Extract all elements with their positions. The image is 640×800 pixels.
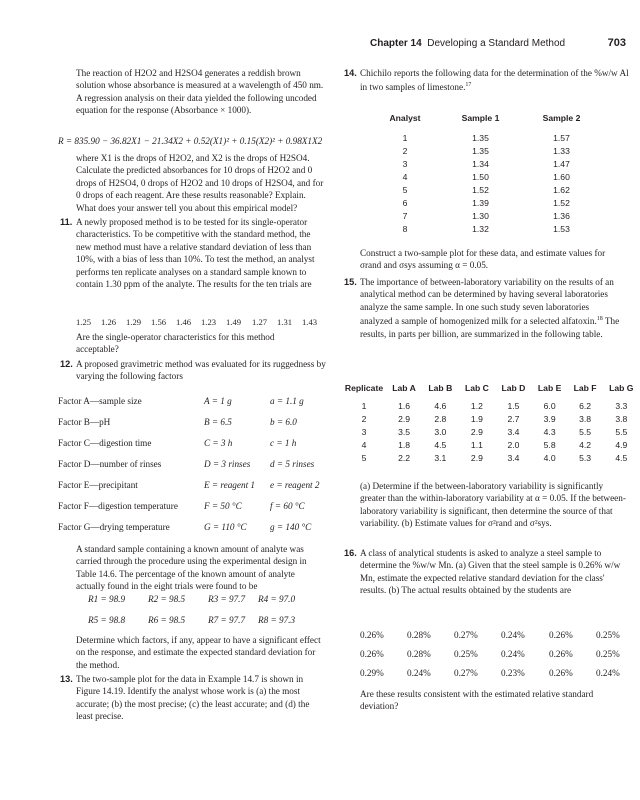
alfatoxin-table — [342, 380, 640, 465]
cell: 2.7 — [507, 414, 520, 425]
value: 1.25 — [76, 317, 92, 327]
cell: 5.5 — [615, 427, 628, 438]
cell: 3.9 — [543, 414, 556, 425]
factor-name: Factor D—number of rinses — [58, 459, 162, 469]
problem-11 — [60, 216, 326, 290]
column-header: Lab E — [537, 382, 562, 393]
column-header: Analyst — [389, 112, 421, 123]
problem-14 — [344, 67, 630, 94]
problem-13-text: The two-sample plot for the data in Example 14.7 is shown in Figure 14.19. Identify the analyst whose work is (a) the most accurate; (b) the most precise; (c) the least accurate; and (d) the least precise. — [76, 674, 310, 722]
table-header-row — [370, 110, 602, 126]
factor-name: Factor A—sample size — [58, 396, 142, 406]
factor-row — [58, 500, 328, 512]
cell: 4.9 — [615, 440, 628, 451]
result-value: 0.25% — [454, 649, 478, 659]
cell: 4.6 — [434, 401, 447, 412]
response-value: R2 = 98.5 — [148, 594, 186, 604]
result-value: 0.24% — [596, 668, 620, 678]
problem-14-body: Chichilo reports the following data for the determination of the %w/w Al in two samples of limestone. — [360, 68, 629, 93]
factor-low: a = 1.1 g — [270, 396, 304, 406]
value: 1.56 — [151, 317, 167, 327]
problem-12-text: A proposed gravimetric method was evaluated for its ruggedness by varying the following factors — [76, 359, 326, 382]
table-row — [370, 158, 602, 171]
cell: 3.4 — [507, 453, 520, 464]
column-header: Lab F — [573, 382, 597, 393]
cell: 2 — [402, 146, 408, 157]
result-value: 0.26% — [360, 630, 384, 640]
result-value: 0.25% — [596, 649, 620, 659]
column-header: Lab C — [464, 382, 489, 393]
cell: 1.53 — [553, 224, 570, 235]
result-value: 0.23% — [501, 668, 525, 678]
column-header: Lab A — [392, 382, 416, 393]
problem-14-question: Construct a two-sample plot for these data, and estimate values for σrand and σsys assuming α = 0.05. — [360, 248, 606, 271]
cell: 1.60 — [553, 172, 570, 183]
problem-12-design: A standard sample containing a known amount of analyte was carried through the procedure using the experimental design in Table 14.6. The percentage of the known amount of analyte actually found in the eight trials were found to be — [76, 544, 307, 592]
cell: 2.9 — [470, 427, 483, 438]
table-row — [370, 171, 602, 184]
cell: 6.2 — [579, 401, 592, 412]
problem-15-number: 15. — [344, 277, 357, 287]
column-header: Lab D — [501, 382, 526, 393]
factor-high: A = 1 g — [204, 396, 232, 406]
cell: 4 — [402, 172, 408, 183]
problem-13 — [60, 673, 326, 723]
response-value: R7 = 97.7 — [208, 615, 246, 625]
problem-14-number: 14. — [344, 68, 357, 78]
problem-15 — [344, 276, 622, 340]
value: 1.46 — [176, 317, 192, 327]
response-value: R1 = 98.9 — [88, 594, 126, 604]
factor-high: F = 50 °C — [204, 501, 242, 511]
cell: 3.0 — [434, 427, 447, 438]
cell: 1 — [361, 401, 367, 412]
cell: 4.5 — [434, 440, 447, 451]
cell: 5 — [361, 453, 367, 464]
cell: 1.33 — [553, 146, 570, 157]
problem-11-number: 11. — [60, 217, 73, 227]
table-row — [342, 452, 640, 465]
problem-15-body-b: The results, in parts per billion, are summarized in the following table. — [360, 316, 620, 339]
factor-row — [58, 437, 328, 449]
factor-row — [58, 479, 328, 491]
value: 1.29 — [126, 317, 142, 327]
factor-high: D = 3 rinses — [204, 459, 251, 469]
column-header: Sample 1 — [461, 112, 500, 123]
cell: 4.3 — [543, 427, 556, 438]
result-value: 0.26% — [549, 668, 573, 678]
factor-row — [58, 458, 328, 470]
table-row — [370, 132, 602, 145]
problem-15-question: (a) Determine if the between-laboratory variability is significantly greater than the within-laboratory variability at α = 0.05. If the between-laboratory variability is significant, then determine the source of that variability. (b) Estimate values for σ²rand and σ²sys. — [360, 481, 626, 529]
reference-18: 18 — [596, 316, 603, 323]
cell: 1.52 — [553, 198, 570, 209]
cell: 3.4 — [507, 427, 520, 438]
cell: 4.0 — [543, 453, 556, 464]
cell: 8 — [402, 224, 408, 235]
cell: 6.0 — [543, 401, 556, 412]
problem-13-number: 13. — [60, 674, 73, 684]
factor-low: e = reagent 2 — [270, 480, 320, 490]
cell: 1.62 — [553, 185, 570, 196]
response-value: R6 = 98.5 — [148, 615, 186, 625]
value: 1.49 — [226, 317, 242, 327]
cell: 1.9 — [470, 414, 483, 425]
result-value: 0.27% — [454, 668, 478, 678]
cell: 5.8 — [543, 440, 556, 451]
result-value: 0.24% — [407, 668, 431, 678]
problem-16-text: A class of analytical students is asked to analyze a steel sample to determine the %w/w Mn. (a) Given that the steel sample is 0.26% w/w Mn, estimate the expected relative standard deviation for the class' results. (b) The actual results obtained by the students are — [360, 548, 621, 596]
cell: 3 — [402, 159, 408, 170]
result-value: 0.27% — [454, 630, 478, 640]
result-value: 0.26% — [360, 649, 384, 659]
problem-14-text — [360, 67, 630, 94]
result-row — [360, 667, 630, 679]
cell: 1.39 — [472, 198, 489, 209]
result-value: 0.26% — [549, 630, 573, 640]
value: 1.23 — [201, 317, 217, 327]
response-value: R5 = 98.8 — [88, 615, 126, 625]
factor-high: E = reagent 1 — [204, 480, 256, 490]
table-row — [370, 210, 602, 223]
factor-name: Factor F—digestion temperature — [58, 501, 178, 511]
cell: 1.35 — [472, 133, 489, 144]
cell: 2 — [361, 414, 367, 425]
cell: 3.8 — [615, 414, 628, 425]
cell: 1.52 — [472, 185, 489, 196]
factor-low: b = 6.0 — [270, 417, 297, 427]
cell: 3.8 — [579, 414, 592, 425]
reference-17: 17 — [465, 82, 472, 89]
response-value: R4 = 97.0 — [258, 594, 296, 604]
cell: 1.50 — [472, 172, 489, 183]
factor-high: B = 6.5 — [204, 417, 232, 427]
right-column — [330, 0, 640, 800]
chapter-label: Chapter 14 — [370, 38, 422, 49]
cell: 1.30 — [472, 211, 489, 222]
problem-11-values — [76, 316, 336, 328]
factor-name: Factor G—drying temperature — [58, 522, 170, 532]
cell: 2.8 — [434, 414, 447, 425]
table-row — [342, 400, 640, 413]
factor-name: Factor E—precipitant — [58, 480, 138, 490]
problem-15-text — [360, 276, 622, 340]
table-row — [370, 145, 602, 158]
result-value: 0.28% — [407, 649, 431, 659]
problem-12 — [60, 358, 326, 383]
column-header: Lab B — [428, 382, 453, 393]
table-row — [342, 439, 640, 452]
problem-10-body: where X1 is the drops of H2O2, and X2 is the drops of H2SO4. Calculate the predicted absorbances for 10 drops of H2O2 and 0 drops of H2SO4, 0 drops of H2O2 and 10 drops of H2SO4, and for 0 drops of each reagent. Are these results reasonable? Explain. What does your answer tell you about this empirical model? — [76, 153, 324, 213]
problem-16-question: Are these results consistent with the estimated relative standard deviation? — [360, 689, 594, 712]
table-row — [342, 426, 640, 439]
limestone-table — [370, 110, 602, 236]
cell: 4.5 — [615, 453, 628, 464]
cell: 3 — [361, 427, 367, 438]
cell: 1.5 — [507, 401, 520, 412]
value: 1.27 — [252, 317, 268, 327]
factor-name: Factor B—pH — [58, 417, 111, 427]
factor-low: c = 1 h — [270, 438, 297, 448]
result-row — [360, 629, 630, 641]
cell: 3.5 — [398, 427, 411, 438]
column-header: Lab G — [609, 382, 634, 393]
problem-15-body: The importance of between-laboratory variability on the results of an analytical method can be determined by having several laboratories analyze the same sample. In one such study seven laboratories analyzed a sample of homogenized milk for a selected alfatoxin. — [360, 277, 614, 327]
cell: 2.9 — [398, 414, 411, 425]
cell: 4.2 — [579, 440, 592, 451]
value: 1.31 — [277, 317, 293, 327]
chapter-title: Developing a Standard Method — [427, 38, 566, 49]
cell: 2.2 — [398, 453, 411, 464]
table-header-row — [342, 380, 640, 396]
problem-16 — [344, 547, 622, 597]
result-value: 0.24% — [501, 630, 525, 640]
problem-12-number: 12. — [60, 359, 73, 369]
response-value: R8 = 97.3 — [258, 615, 296, 625]
cell: 5.3 — [579, 453, 592, 464]
regression-equation — [58, 135, 322, 147]
table-row — [342, 413, 640, 426]
table-row — [370, 184, 602, 197]
cell: 7 — [402, 211, 408, 222]
cell: 1.35 — [472, 146, 489, 157]
cell: 1.2 — [470, 401, 483, 412]
cell: 1.47 — [553, 159, 570, 170]
cell: 6 — [402, 198, 408, 209]
column-header: Replicate — [344, 382, 384, 393]
page-number: 703 — [607, 37, 626, 49]
factor-row — [58, 416, 328, 428]
cell: 3.1 — [434, 453, 447, 464]
cell: 1.32 — [472, 224, 489, 235]
factor-low: g = 140 °C — [270, 522, 312, 532]
cell: 2.9 — [470, 453, 483, 464]
cell: 3.3 — [615, 401, 628, 412]
problem-11-text: A newly proposed method is to be tested for its single-operator characteristics. To be competitive with the standard method, the new method must have a relative standard deviation of less than 10%, with a bias of less than 10%. To test the method, an analyst performs ten replicate analyses on a standard sample known to contain 1.30 ppm of the analyte. The results for the ten trials are — [76, 217, 315, 290]
cell: 5 — [402, 185, 408, 196]
cell: 1.1 — [470, 440, 483, 451]
factor-high: C = 3 h — [204, 438, 233, 448]
result-value: 0.25% — [596, 630, 620, 640]
factor-name: Factor C—digestion time — [58, 438, 152, 448]
cell: 5.5 — [579, 427, 592, 438]
factor-row — [58, 395, 328, 407]
result-value: 0.26% — [549, 649, 573, 659]
equation-text: R = 835.90 − 36.82X1 − 21.34X2 + 0.52(X1)² + 0.15(X2)² + 0.98X1X2 — [58, 136, 323, 146]
cell: 1.6 — [398, 401, 411, 412]
factor-row — [58, 521, 328, 533]
factor-low: f = 60 °C — [270, 501, 305, 511]
result-value: 0.29% — [360, 668, 384, 678]
cell: 1.34 — [472, 159, 489, 170]
value: 1.43 — [302, 317, 318, 327]
factor-low: d = 5 rinses — [270, 459, 315, 469]
result-value: 0.28% — [407, 630, 431, 640]
cell: 1.36 — [553, 211, 570, 222]
problem-12-question: Determine which factors, if any, appear to have a significant effect on the response, and estimate the expected standard deviation for the method. — [76, 635, 321, 670]
table-row — [370, 197, 602, 210]
table-row — [370, 223, 602, 236]
problem-11-question: Are the single-operator characteristics for this method acceptable? — [76, 332, 275, 355]
problem-10-intro: The reaction of H2O2 and H2SO4 generates a reddish brown solution whose absorbance is measured at a wavelength of 450 nm. A regression analysis on their data yielded the following uncoded equation for the response (Absorbance × 1000). — [76, 68, 324, 116]
response-value: R3 = 97.7 — [208, 594, 246, 604]
value: 1.26 — [101, 317, 117, 327]
factor-high: G = 110 °C — [204, 522, 247, 532]
cell: 1.57 — [553, 133, 570, 144]
problem-16-number: 16. — [344, 548, 357, 558]
cell: 2.0 — [507, 440, 520, 451]
cell: 1 — [402, 133, 408, 144]
cell: 1.8 — [398, 440, 411, 451]
result-row — [360, 648, 630, 660]
cell: 4 — [361, 440, 367, 451]
column-header: Sample 2 — [542, 112, 581, 123]
result-value: 0.24% — [501, 649, 525, 659]
